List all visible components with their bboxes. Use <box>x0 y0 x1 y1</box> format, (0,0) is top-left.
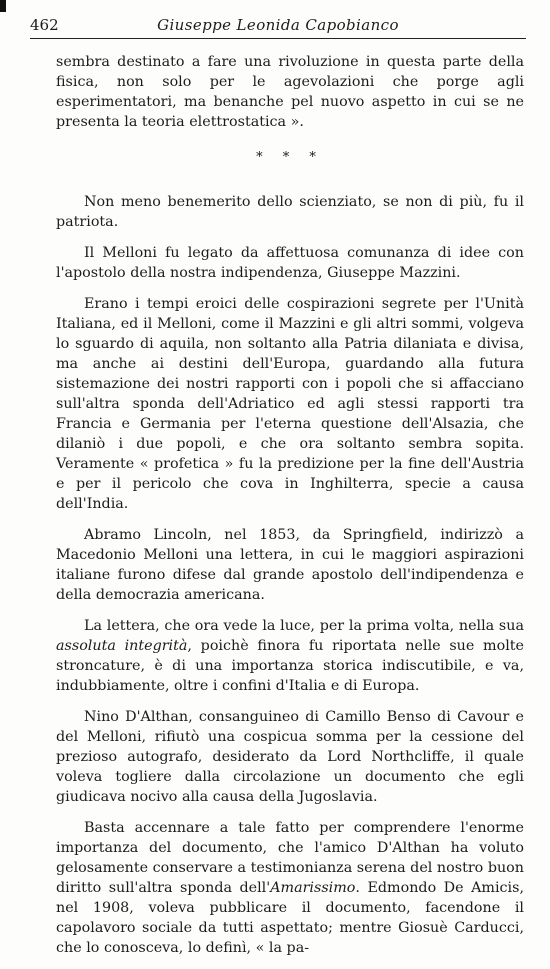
paragraph-text: , poichè finora fu riportata nelle sue molte stroncature, è di una importanza storica indiscutibile, e va, indubbiamente, oltre i confini d'Italia e di Europa. <box>56 638 524 694</box>
page-number: 462 <box>30 16 59 34</box>
paragraph-text: . Edmondo De Amicis, nel 1908, voleva pubblicare il documento, facendone il capolavoro sociale da tutti aspettato; mentre Giosuè Carducci, che lo conosceva, lo definì, « la pa- <box>56 880 524 956</box>
paragraph-text: La lettera, che ora vede la luce, per la prima volta, nella sua <box>84 618 524 634</box>
paragraph-text: Basta accennare a tale fatto per comprendere l'enorme importanza del documento, che l'amico D'Althan ha voluto gelosamente conservare a testimonianza serena del nostro buon diritto sull'altra sponda dell' <box>56 820 524 896</box>
page-header <box>30 14 526 36</box>
paragraph <box>56 818 524 958</box>
italic-phrase: Amarissimo <box>270 880 356 896</box>
paragraph: Il Melloni fu legato da affettuosa comunanza di idee con l'apostolo della nostra indipendenza, Giuseppe Mazzini. <box>56 245 524 281</box>
paragraph: Nino D'Althan, consanguineo di Camillo Benso di Cavour e del Melloni, rifiutò una cospicua somma per la cessione del prezioso autografo, desiderato da Lord Northcliffe, il quale voleva togliere dalla circolazione un documento che egli giudicava nocivo alla causa della Jugoslavia. <box>56 709 524 805</box>
header-rule <box>30 38 526 39</box>
paragraph: Abramo Lincoln, nel 1853, da Springfield, indirizzò a Macedonio Melloni una lettera, in cui le maggiori aspirazioni italiane furono difese dal grande apostolo dell'indipendenza e della democrazia americana. <box>56 527 524 603</box>
page-body <box>56 52 524 969</box>
scan-corner-mark <box>0 0 6 12</box>
paragraph: Erano i tempi eroici delle cospirazioni segrete per l'Unità Italiana, ed il Melloni, come il Mazzini e gli altri sommi, volgeva lo sguardo di aquila, non soltanto alla Patria dilaniata e divisa, ma anche ai destini dell'Europa, guardando alla futura sistemazione dei nostri rapporti con i popoli che si affacciano sull'altra sponda dell'Adriatico ed agli stessi rapporti tra Francia e Germania per l'eterna questione dell'Alsazia, che dilaniò i due popoli, e che ora soltanto sembra sopita. Veramente « profetica » fu la predizione per la fine dell'Austria e per il pericolo che cova in Inghilterra, specie a causa dell'India. <box>56 296 524 512</box>
paragraph: Non meno benemerito dello scienziato, se non di più, fu il patriota. <box>56 194 524 230</box>
section-separator: * * * <box>256 150 324 165</box>
paragraph-continuation: sembra destinato a fare una rivoluzione in questa parte della fisica, non solo per le agevolazioni che porge agli esperimentatori, ma benanche pel nuovo aspetto in cui se ne presenta la teoria elettrostatica ». <box>56 54 524 130</box>
italic-phrase: assoluta integrità <box>56 638 188 654</box>
running-title: Giuseppe Leonida Capobianco <box>157 16 399 34</box>
paragraph <box>56 616 524 696</box>
